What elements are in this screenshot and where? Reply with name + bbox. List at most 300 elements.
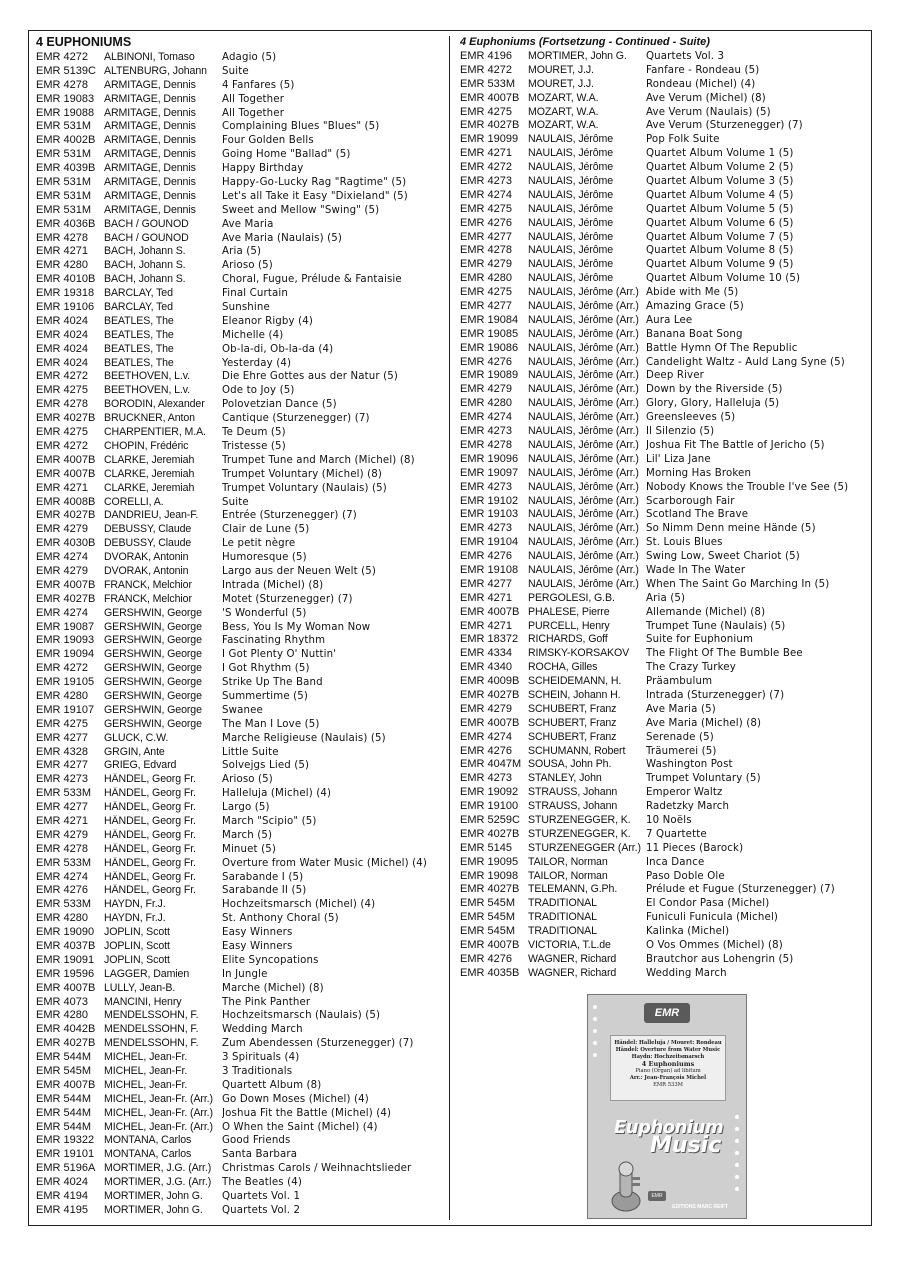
piece-title: Sweet and Mellow "Swing" (5) <box>222 204 380 216</box>
catalog-code: EMR 4272 <box>460 63 512 76</box>
catalog-code: EMR 19092 <box>460 786 519 799</box>
piece-title: Ave Maria (5) <box>646 703 716 715</box>
composer-name: CORELLI, A. <box>104 495 164 508</box>
composer-name: MANCINI, Henry <box>104 995 182 1008</box>
piece-title: Quartet Album Volume 6 (5) <box>646 217 794 229</box>
composer-name: DEBUSSY, Claude <box>104 537 192 550</box>
catalog-code: EMR 4277 <box>460 577 512 590</box>
piece-title: Emperor Waltz <box>646 787 723 799</box>
catalog-code: EMR 4275 <box>460 286 512 299</box>
piece-title: Trumpet Tune (Naulais) (5) <box>646 620 786 632</box>
catalog-row <box>460 397 865 411</box>
piece-title: Aria (5) <box>222 246 262 258</box>
piece-title: Solvejgs Lied (5) <box>222 760 310 772</box>
piece-title: Eleanor Rigby (4) <box>222 315 313 327</box>
piece-title: Amazing Grace (5) <box>646 301 744 313</box>
composer-name: NAULAIS, Jérôme <box>528 175 614 188</box>
catalog-row <box>460 78 865 92</box>
catalog-row <box>36 232 444 246</box>
piece-title: Banana Boat Song <box>646 328 743 340</box>
catalog-code: EMR 4008B <box>36 495 96 508</box>
catalog-code: EMR 4035B <box>460 966 520 979</box>
catalog-row <box>36 1107 444 1121</box>
composer-name: NAULAIS, Jérôme (Arr.) <box>528 397 639 410</box>
catalog-code: EMR 5145 <box>460 841 512 854</box>
catalog-row <box>460 800 865 814</box>
catalog-code: EMR 4279 <box>460 258 512 271</box>
composer-name: NAULAIS, Jérôme <box>528 202 614 215</box>
catalog-row <box>36 1093 444 1107</box>
catalog-row <box>36 676 444 690</box>
catalog-row <box>460 133 865 147</box>
piece-title: Suite <box>222 65 249 77</box>
catalog-row <box>36 759 444 773</box>
composer-name: GERSHWIN, George <box>104 634 202 647</box>
piece-title: Inca Dance <box>646 856 705 868</box>
catalog-row <box>460 203 865 217</box>
piece-title: St. Louis Blues <box>646 537 723 549</box>
catalog-row <box>36 176 444 190</box>
catalog-row <box>460 161 865 175</box>
piece-title: Choral, Fugue, Prélude & Fantaisie <box>222 274 402 286</box>
piece-title: Quartet Album Volume 3 (5) <box>646 176 794 188</box>
catalog-code: EMR 4036B <box>36 217 96 230</box>
piece-title: 7 Quartette <box>646 828 707 840</box>
catalog-row <box>36 884 444 898</box>
piece-title: Intrada (Michel) (8) <box>222 579 324 591</box>
catalog-code: EMR 4273 <box>460 175 512 188</box>
composer-name: ALTENBURG, Johann <box>104 64 207 77</box>
composer-name: NAULAIS, Jérôme (Arr.) <box>528 341 639 354</box>
composer-name: NAULAIS, Jérôme (Arr.) <box>528 466 639 479</box>
catalog-code: EMR 4024 <box>36 342 88 355</box>
catalog-code: EMR 4272 <box>36 51 88 63</box>
catalog-code: EMR 4275 <box>460 105 512 118</box>
composer-name: NAULAIS, Jérôme (Arr.) <box>528 550 639 563</box>
left-column <box>36 34 444 1218</box>
catalog-code: EMR 4273 <box>36 773 88 786</box>
catalog-code: EMR 4271 <box>460 619 512 632</box>
catalog-row <box>460 953 865 967</box>
catalog-row <box>460 856 865 870</box>
catalog-row <box>36 982 444 996</box>
piece-title: March "Scipio" (5) <box>222 815 317 827</box>
catalog-row <box>460 439 865 453</box>
catalog-row <box>36 621 444 635</box>
composer-name: CHARPENTIER, M.A. <box>104 426 206 439</box>
composer-name: BEETHOVEN, L.v. <box>104 370 191 383</box>
piece-title: Deep River <box>646 370 704 382</box>
piece-title: 3 Spirituals (4) <box>222 1052 300 1064</box>
composer-name: JOPLIN, Scott <box>104 953 170 966</box>
catalog-row <box>36 537 444 551</box>
composer-name: GLUCK, C.W. <box>104 731 169 744</box>
piece-title: The Pink Panther <box>222 996 311 1008</box>
cover-arranger: Arr.: Jean-François Michel <box>629 1075 707 1081</box>
piece-title: Sarabande I (5) <box>222 871 304 883</box>
piece-title: Going Home "Ballad" (5) <box>222 149 351 161</box>
composer-name: SCHUMANN, Robert <box>528 744 626 757</box>
catalog-code: EMR 4280 <box>460 272 512 285</box>
piece-title: Elite Syncopations <box>222 954 319 966</box>
catalog-row <box>460 244 865 258</box>
piece-title: O Vos Ommes (Michel) (8) <box>646 940 783 951</box>
catalog-row <box>36 662 444 676</box>
piece-title: The Crazy Turkey <box>646 662 736 674</box>
composer-name: MOZART, W.A. <box>528 119 599 132</box>
piece-title: Glory, Glory, Halleluja (5) <box>646 398 780 410</box>
composer-name: ARMITAGE, Dennis <box>104 203 196 216</box>
catalog-row <box>460 633 865 647</box>
catalog-row <box>460 689 865 703</box>
catalog-row <box>36 398 444 412</box>
catalog-row <box>460 786 865 800</box>
piece-title: Adagio (5) <box>222 52 277 63</box>
catalog-code: EMR 4274 <box>36 551 88 564</box>
catalog-row <box>460 300 865 314</box>
catalog-row <box>36 329 444 343</box>
piece-title: Tristesse (5) <box>222 440 286 452</box>
catalog-code: EMR 4274 <box>36 870 88 883</box>
composer-name: RICHARDS, Goff <box>528 633 608 646</box>
catalog-row <box>36 787 444 801</box>
catalog-row <box>36 690 444 704</box>
composer-name: ARMITAGE, Dennis <box>104 162 196 175</box>
piece-title: Largo aus der Neuen Welt (5) <box>222 565 377 577</box>
composer-name: GERSHWIN, George <box>104 689 202 702</box>
composer-name: GERSHWIN, George <box>104 703 202 716</box>
catalog-code: EMR 4275 <box>460 202 512 215</box>
catalog-code: EMR 4279 <box>460 383 512 396</box>
catalog-code: EMR 4274 <box>36 606 88 619</box>
catalog-code: EMR 4280 <box>36 689 88 702</box>
piece-title: Michelle (4) <box>222 329 284 341</box>
composer-name: NAULAIS, Jérôme (Arr.) <box>528 508 639 521</box>
piece-title: Kalinka (Michel) <box>646 926 730 938</box>
composer-name: NAULAIS, Jérôme <box>528 133 614 146</box>
catalog-row <box>460 606 865 620</box>
catalog-code: EMR 545M <box>460 911 516 924</box>
piece-title: 11 Pieces (Barock) <box>646 842 744 854</box>
cover-line-3: Haydn: Hochzeitsmarsch <box>631 1054 705 1060</box>
cover-publisher: EDITIONS MARC REIFT <box>672 1204 728 1210</box>
composer-name: MICHEL, Jean-Fr. (Arr.) <box>104 1092 213 1105</box>
catalog-row <box>36 1079 444 1093</box>
composer-name: JOPLIN, Scott <box>104 926 170 939</box>
piece-title: Yesterday (4) <box>222 357 292 369</box>
piece-title: Minuet (5) <box>222 843 276 855</box>
catalog-row <box>36 704 444 718</box>
composer-name: GERSHWIN, George <box>104 606 202 619</box>
catalog-row <box>36 440 444 454</box>
catalog-code: EMR 4272 <box>36 439 88 452</box>
catalog-row <box>460 717 865 731</box>
catalog-list-right <box>460 50 865 981</box>
piece-title: Complaining Blues "Blues" (5) <box>222 121 380 133</box>
piece-title: Quartets Vol. 3 <box>646 51 725 62</box>
catalog-code: EMR 4073 <box>36 995 88 1008</box>
catalog-row <box>36 287 444 301</box>
composer-name: PHALESE, Pierre <box>528 605 610 618</box>
piece-title: Ave Maria (Naulais) (5) <box>222 232 343 244</box>
catalog-row <box>36 634 444 648</box>
cover-dots-left <box>593 1005 599 1065</box>
cover-dots-right <box>735 1115 741 1199</box>
catalog-code: EMR 4039B <box>36 162 96 175</box>
piece-title: Scarborough Fair <box>646 495 735 507</box>
piece-title: Wedding March <box>222 1024 303 1036</box>
composer-name: HÄNDEL, Georg Fr. <box>104 842 196 855</box>
composer-name: MONTANA, Carlos <box>104 1134 192 1147</box>
catalog-row <box>460 550 865 564</box>
catalog-row <box>36 1051 444 1065</box>
composer-name: MICHEL, Jean-Fr. (Arr.) <box>104 1106 213 1119</box>
composer-name: FRANCK, Melchior <box>104 592 192 605</box>
piece-title: Washington Post <box>646 759 733 771</box>
composer-name: TAILOR, Norman <box>528 855 608 868</box>
catalog-row <box>36 968 444 982</box>
section-heading-continued: 4 Euphoniums (Fortsetzung - Continued - Suite) <box>460 36 710 48</box>
composer-name: NAULAIS, Jérôme (Arr.) <box>528 286 639 299</box>
piece-title: Swanee <box>222 704 263 716</box>
catalog-row <box>36 218 444 232</box>
catalog-code: EMR 4277 <box>36 801 88 814</box>
catalog-code: EMR 19105 <box>36 676 95 689</box>
catalog-row <box>36 370 444 384</box>
composer-name: PURCELL, Henry <box>528 619 610 632</box>
catalog-code: EMR 19102 <box>460 494 519 507</box>
catalog-code: EMR 4273 <box>460 480 512 493</box>
catalog-code: EMR 4276 <box>36 884 88 897</box>
catalog-code: EMR 4278 <box>36 842 88 855</box>
piece-title: Arioso (5) <box>222 260 273 272</box>
composer-name: NAULAIS, Jérôme <box>528 188 614 201</box>
piece-title: Final Curtain <box>222 288 288 300</box>
catalog-row <box>36 912 444 926</box>
catalog-code: EMR 4271 <box>36 481 88 494</box>
catalog-row <box>460 592 865 606</box>
composer-name: GERSHWIN, George <box>104 662 202 675</box>
catalog-code: EMR 4009B <box>460 675 520 688</box>
catalog-code: EMR 19097 <box>460 466 519 479</box>
catalog-code: EMR 4273 <box>460 522 512 535</box>
piece-title: Quartets Vol. 2 <box>222 1204 301 1216</box>
catalog-code: EMR 4274 <box>460 730 512 743</box>
catalog-row <box>460 495 865 509</box>
composer-name: CLARKE, Jeremiah <box>104 453 195 466</box>
catalog-row <box>36 1190 444 1204</box>
composer-name: MENDELSSOHN, F. <box>104 1037 199 1050</box>
catalog-code: EMR 4027B <box>36 1037 96 1050</box>
catalog-code: EMR 545M <box>460 925 516 938</box>
catalog-row <box>460 481 865 495</box>
piece-title: Brautchor aus Lohengrin (5) <box>646 953 794 965</box>
piece-title: Humoresque (5) <box>222 552 307 564</box>
catalog-code: EMR 4007B <box>460 939 520 951</box>
column-divider <box>449 36 450 1220</box>
catalog-row <box>460 731 865 745</box>
catalog-row <box>36 1065 444 1079</box>
composer-name: DVORAK, Antonin <box>104 551 189 564</box>
piece-title: 4 Fanfares (5) <box>222 79 295 91</box>
cover-word-music: Music <box>650 1133 722 1158</box>
catalog-code: EMR 4277 <box>36 731 88 744</box>
catalog-row <box>36 593 444 607</box>
catalog-row <box>36 454 444 468</box>
composer-name: GERSHWIN, George <box>104 717 202 730</box>
piece-title: Quartet Album Volume 4 (5) <box>646 189 794 201</box>
piece-title: Quartet Album Volume 2 (5) <box>646 162 794 174</box>
catalog-row <box>36 579 444 593</box>
catalog-row <box>36 1009 444 1023</box>
catalog-code: EMR 4275 <box>36 426 88 439</box>
piece-title: Zum Abendessen (Sturzenegger) (7) <box>222 1038 414 1050</box>
composer-name: BARCLAY, Ted <box>104 301 173 314</box>
composer-name: SCHUBERT, Franz <box>528 702 617 715</box>
catalog-code: EMR 531M <box>36 203 92 216</box>
catalog-row <box>36 1162 444 1176</box>
piece-title: Hochzeitsmarsch (Naulais) (5) <box>222 1010 381 1022</box>
composer-name: STANLEY, John <box>528 772 602 785</box>
catalog-code: EMR 4027B <box>460 119 520 132</box>
composer-name: BEATLES, The <box>104 342 174 355</box>
composer-name: MORTIMER, John G. <box>104 1190 203 1203</box>
catalog-row <box>460 772 865 786</box>
piece-title: Swing Low, Sweet Chariot (5) <box>646 551 800 563</box>
catalog-row <box>36 648 444 662</box>
composer-name: NAULAIS, Jérôme (Arr.) <box>528 494 639 507</box>
catalog-row <box>460 189 865 203</box>
catalog-code: EMR 4024 <box>36 328 88 341</box>
euphonium-icon <box>606 1161 646 1213</box>
catalog-row <box>460 967 865 981</box>
composer-name: ARMITAGE, Dennis <box>104 106 196 119</box>
piece-title: Radetzky March <box>646 801 730 813</box>
catalog-row <box>36 190 444 204</box>
catalog-code: EMR 545M <box>460 897 516 910</box>
piece-title: Happy Birthday <box>222 163 304 175</box>
catalog-row <box>36 607 444 621</box>
piece-title: Ave Maria <box>222 218 274 230</box>
composer-name: BARCLAY, Ted <box>104 287 173 300</box>
composer-name: BACH / GOUNOD <box>104 217 189 230</box>
catalog-code: EMR 4278 <box>460 244 512 257</box>
catalog-list-left <box>36 51 444 1218</box>
composer-name: CLARKE, Jeremiah <box>104 481 195 494</box>
composer-name: NAULAIS, Jérôme <box>528 161 614 174</box>
piece-title: Pop Folk Suite <box>646 134 720 146</box>
composer-name: HÄNDEL, Georg Fr. <box>104 870 196 883</box>
piece-title: Scotland The Brave <box>646 509 749 521</box>
catalog-code: EMR 544M <box>36 1120 92 1133</box>
catalog-code: EMR 19089 <box>460 369 519 382</box>
piece-title: Trumpet Tune and March (Michel) (8) <box>222 454 415 466</box>
catalog-row <box>36 871 444 885</box>
piece-title: Ave Verum (Naulais) (5) <box>646 106 771 118</box>
piece-title: Trumpet Voluntary (Michel) (8) <box>222 468 383 480</box>
catalog-row <box>36 496 444 510</box>
composer-name: BRUCKNER, Anton <box>104 412 195 425</box>
catalog-code: EMR 19596 <box>36 967 95 980</box>
cover-mini-logo: EMR <box>648 1191 666 1201</box>
catalog-code: EMR 19318 <box>36 287 95 300</box>
catalog-code: EMR 4276 <box>460 952 512 965</box>
composer-name: NAULAIS, Jérôme (Arr.) <box>528 300 639 313</box>
cover-word-euphonium: Euphonium <box>614 1117 724 1138</box>
piece-title: Quartet Album Volume 8 (5) <box>646 245 794 257</box>
catalog-code: EMR 4272 <box>36 370 88 383</box>
composer-name: HÄNDEL, Georg Fr. <box>104 787 196 800</box>
catalog-row <box>460 411 865 425</box>
catalog-code: EMR 19095 <box>460 855 519 868</box>
piece-title: Trumpet Voluntary (5) <box>646 773 761 785</box>
composer-name: NAULAIS, Jérôme (Arr.) <box>528 369 639 382</box>
piece-title: Paso Doble Ole <box>646 870 725 882</box>
catalog-row <box>460 286 865 300</box>
catalog-row <box>36 384 444 398</box>
catalog-code: EMR 4340 <box>460 661 512 674</box>
piece-title: Joshua Fit the Battle (Michel) (4) <box>222 1107 392 1119</box>
catalog-code: EMR 4024 <box>36 1176 88 1189</box>
catalog-code: EMR 4007B <box>460 91 520 104</box>
cover-line-2: Händel: Overture from Water Music <box>615 1047 721 1053</box>
catalog-code: EMR 4334 <box>460 647 512 660</box>
composer-name: VICTORIA, T.L.de <box>528 939 611 951</box>
catalog-code: EMR 4007B <box>36 981 96 994</box>
piece-title: So Nimm Denn meine Hände (5) <box>646 523 816 535</box>
composer-name: STURZENEGGER, K. <box>528 813 631 826</box>
piece-title: Cantique (Sturzenegger) (7) <box>222 413 370 425</box>
catalog-code: EMR 19098 <box>460 869 519 882</box>
catalog-row <box>36 940 444 954</box>
catalog-row <box>460 383 865 397</box>
catalog-code: EMR 4027B <box>460 883 520 896</box>
catalog-row <box>460 508 865 522</box>
catalog-row <box>36 565 444 579</box>
composer-name: RIMSKY-KORSAKOV <box>528 647 630 660</box>
catalog-code: EMR 4271 <box>36 245 88 258</box>
catalog-row <box>36 857 444 871</box>
album-cover-image <box>587 994 747 1219</box>
composer-name: BACH, Johann S. <box>104 245 186 258</box>
catalog-row <box>36 426 444 440</box>
composer-name: CHOPIN, Frédéric <box>104 439 189 452</box>
catalog-code: EMR 4278 <box>36 231 88 244</box>
piece-title: Arioso (5) <box>222 774 273 786</box>
catalog-row <box>460 536 865 550</box>
piece-title: Largo (5) <box>222 802 270 814</box>
catalog-code: EMR 19101 <box>36 1148 95 1161</box>
catalog-row <box>460 661 865 675</box>
composer-name: NAULAIS, Jérôme <box>528 230 614 243</box>
composer-name: ARMITAGE, Dennis <box>104 189 196 202</box>
catalog-row <box>460 925 865 939</box>
piece-title: Quartet Album Volume 5 (5) <box>646 203 794 215</box>
composer-name: SCHUBERT, Franz <box>528 730 617 743</box>
catalog-code: EMR 4277 <box>460 230 512 243</box>
piece-title: The Beatles (4) <box>222 1177 303 1189</box>
piece-title: Ob-la-di, Ob-la-da (4) <box>222 343 334 355</box>
catalog-row <box>460 314 865 328</box>
composer-name: WAGNER, Richard <box>528 952 617 965</box>
piece-title: Allemande (Michel) (8) <box>646 606 766 618</box>
catalog-row <box>36 718 444 732</box>
catalog-code: EMR 4275 <box>36 717 88 730</box>
catalog-code: EMR 4007B <box>36 578 96 591</box>
composer-name: GERSHWIN, George <box>104 648 202 661</box>
catalog-code: EMR 4195 <box>36 1203 88 1216</box>
catalog-code: EMR 4194 <box>36 1190 88 1203</box>
